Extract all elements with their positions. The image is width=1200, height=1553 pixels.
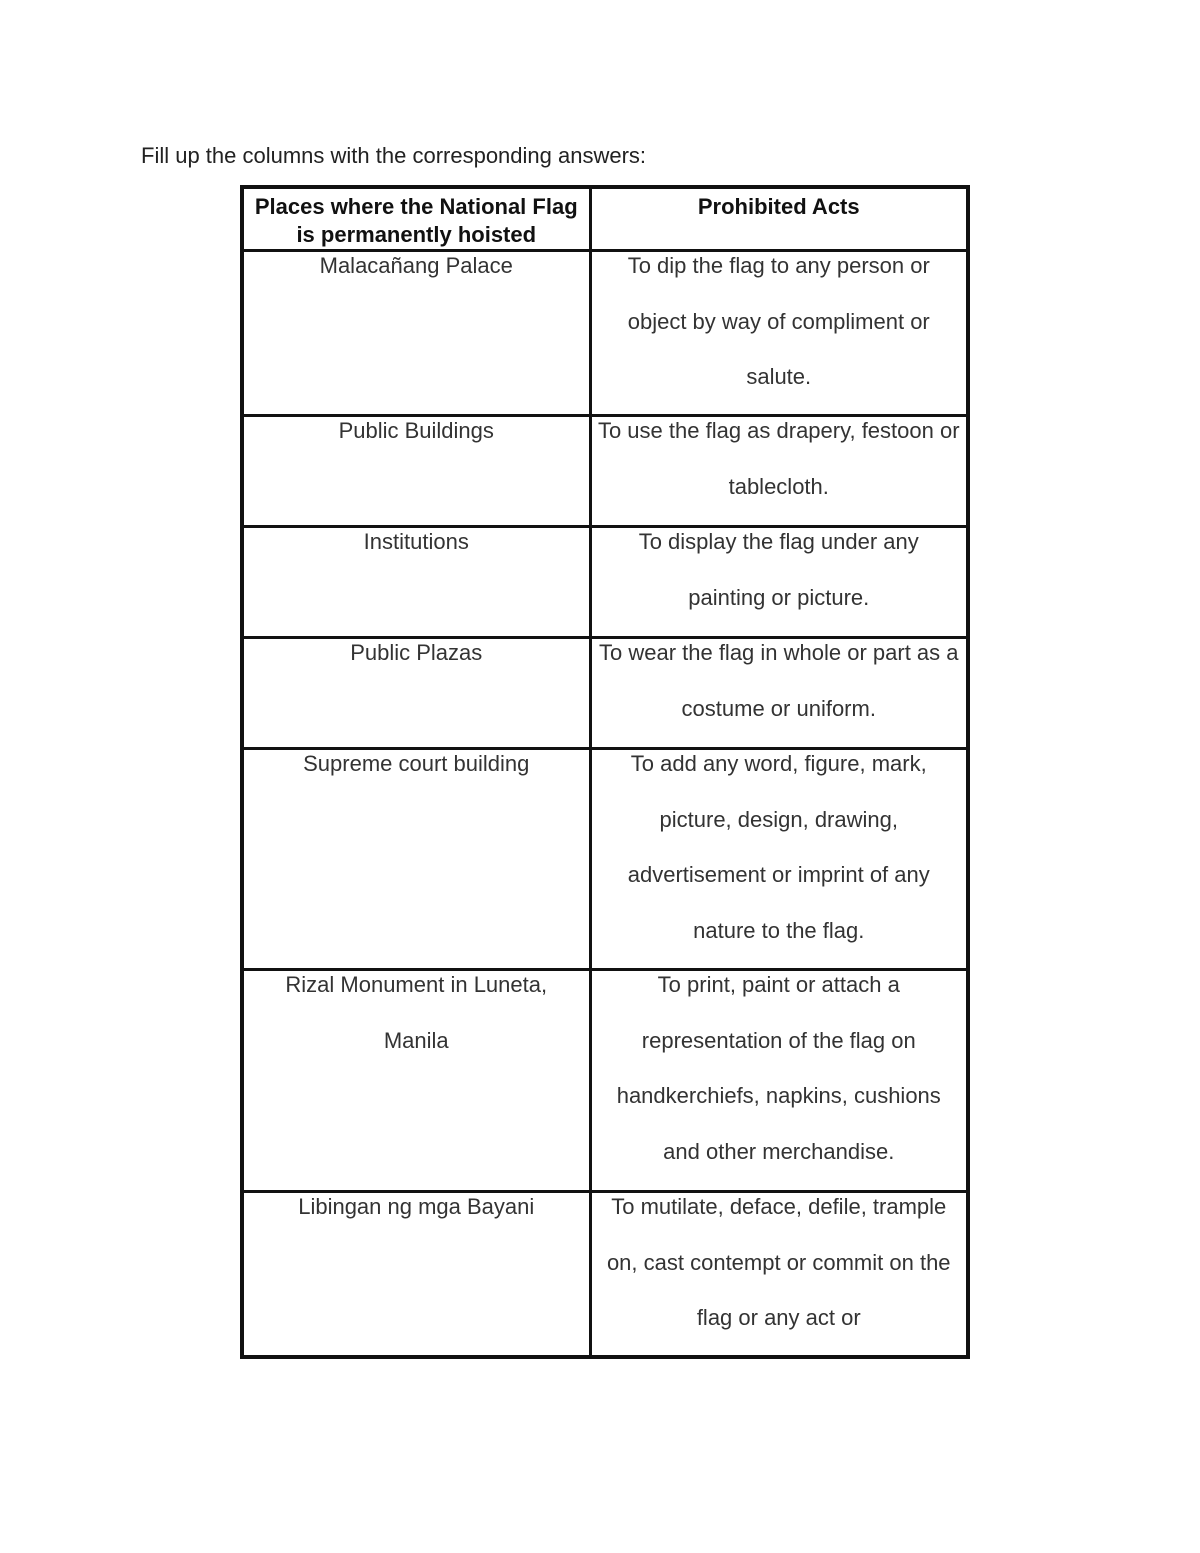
table-row <box>242 1192 968 1358</box>
act-text: To dip the flag to any person or object by way of compliment or salute. <box>627 253 930 389</box>
place-cell <box>242 251 590 416</box>
table-row <box>242 527 968 638</box>
place-text: Libingan ng mga Bayani <box>298 1194 535 1219</box>
place-cell <box>242 970 590 1192</box>
table-row <box>242 638 968 749</box>
place-cell <box>242 527 590 638</box>
act-cell <box>590 749 968 970</box>
place-text: Supreme court building <box>303 751 530 776</box>
place-cell <box>242 749 590 970</box>
act-cell <box>590 1192 968 1358</box>
prohibited-acts-table <box>240 185 970 1359</box>
table-row <box>242 416 968 527</box>
act-text: To display the flag under any painting or picture. <box>638 529 919 610</box>
table-row <box>242 749 968 970</box>
place-text: Rizal Monument in Luneta, Manila <box>285 972 548 1053</box>
table-row <box>242 970 968 1192</box>
act-cell <box>590 638 968 749</box>
header-places: Places where the National Flag is permanently hoisted <box>242 187 590 251</box>
act-text: To mutilate, deface, defile, trample on, cast contempt or commit on the flag or any act or <box>606 1194 951 1330</box>
place-text: Public Buildings <box>338 418 494 443</box>
act-cell <box>590 970 968 1192</box>
place-cell <box>242 638 590 749</box>
act-cell <box>590 527 968 638</box>
place-text: Public Plazas <box>350 640 483 665</box>
act-text: To print, paint or attach a representation of the flag on handkerchiefs, napkins, cushions and other merchandise. <box>616 972 941 1164</box>
act-text: To add any word, figure, mark, picture, design, drawing, advertisement or imprint of any nature to the flag. <box>627 751 930 943</box>
place-text: Institutions <box>363 529 469 554</box>
instruction-text: Fill up the columns with the corresponding answers: <box>141 143 647 168</box>
place-cell <box>242 416 590 527</box>
act-cell <box>590 251 968 416</box>
act-cell <box>590 416 968 527</box>
place-text: Malacañang Palace <box>319 253 513 278</box>
header-prohibited-acts: Prohibited Acts <box>590 187 968 251</box>
place-cell <box>242 1192 590 1358</box>
act-text: To use the flag as drapery, festoon or tablecloth. <box>597 418 960 499</box>
table-row <box>242 251 968 416</box>
act-text: To wear the flag in whole or part as a costume or uniform. <box>598 640 959 721</box>
